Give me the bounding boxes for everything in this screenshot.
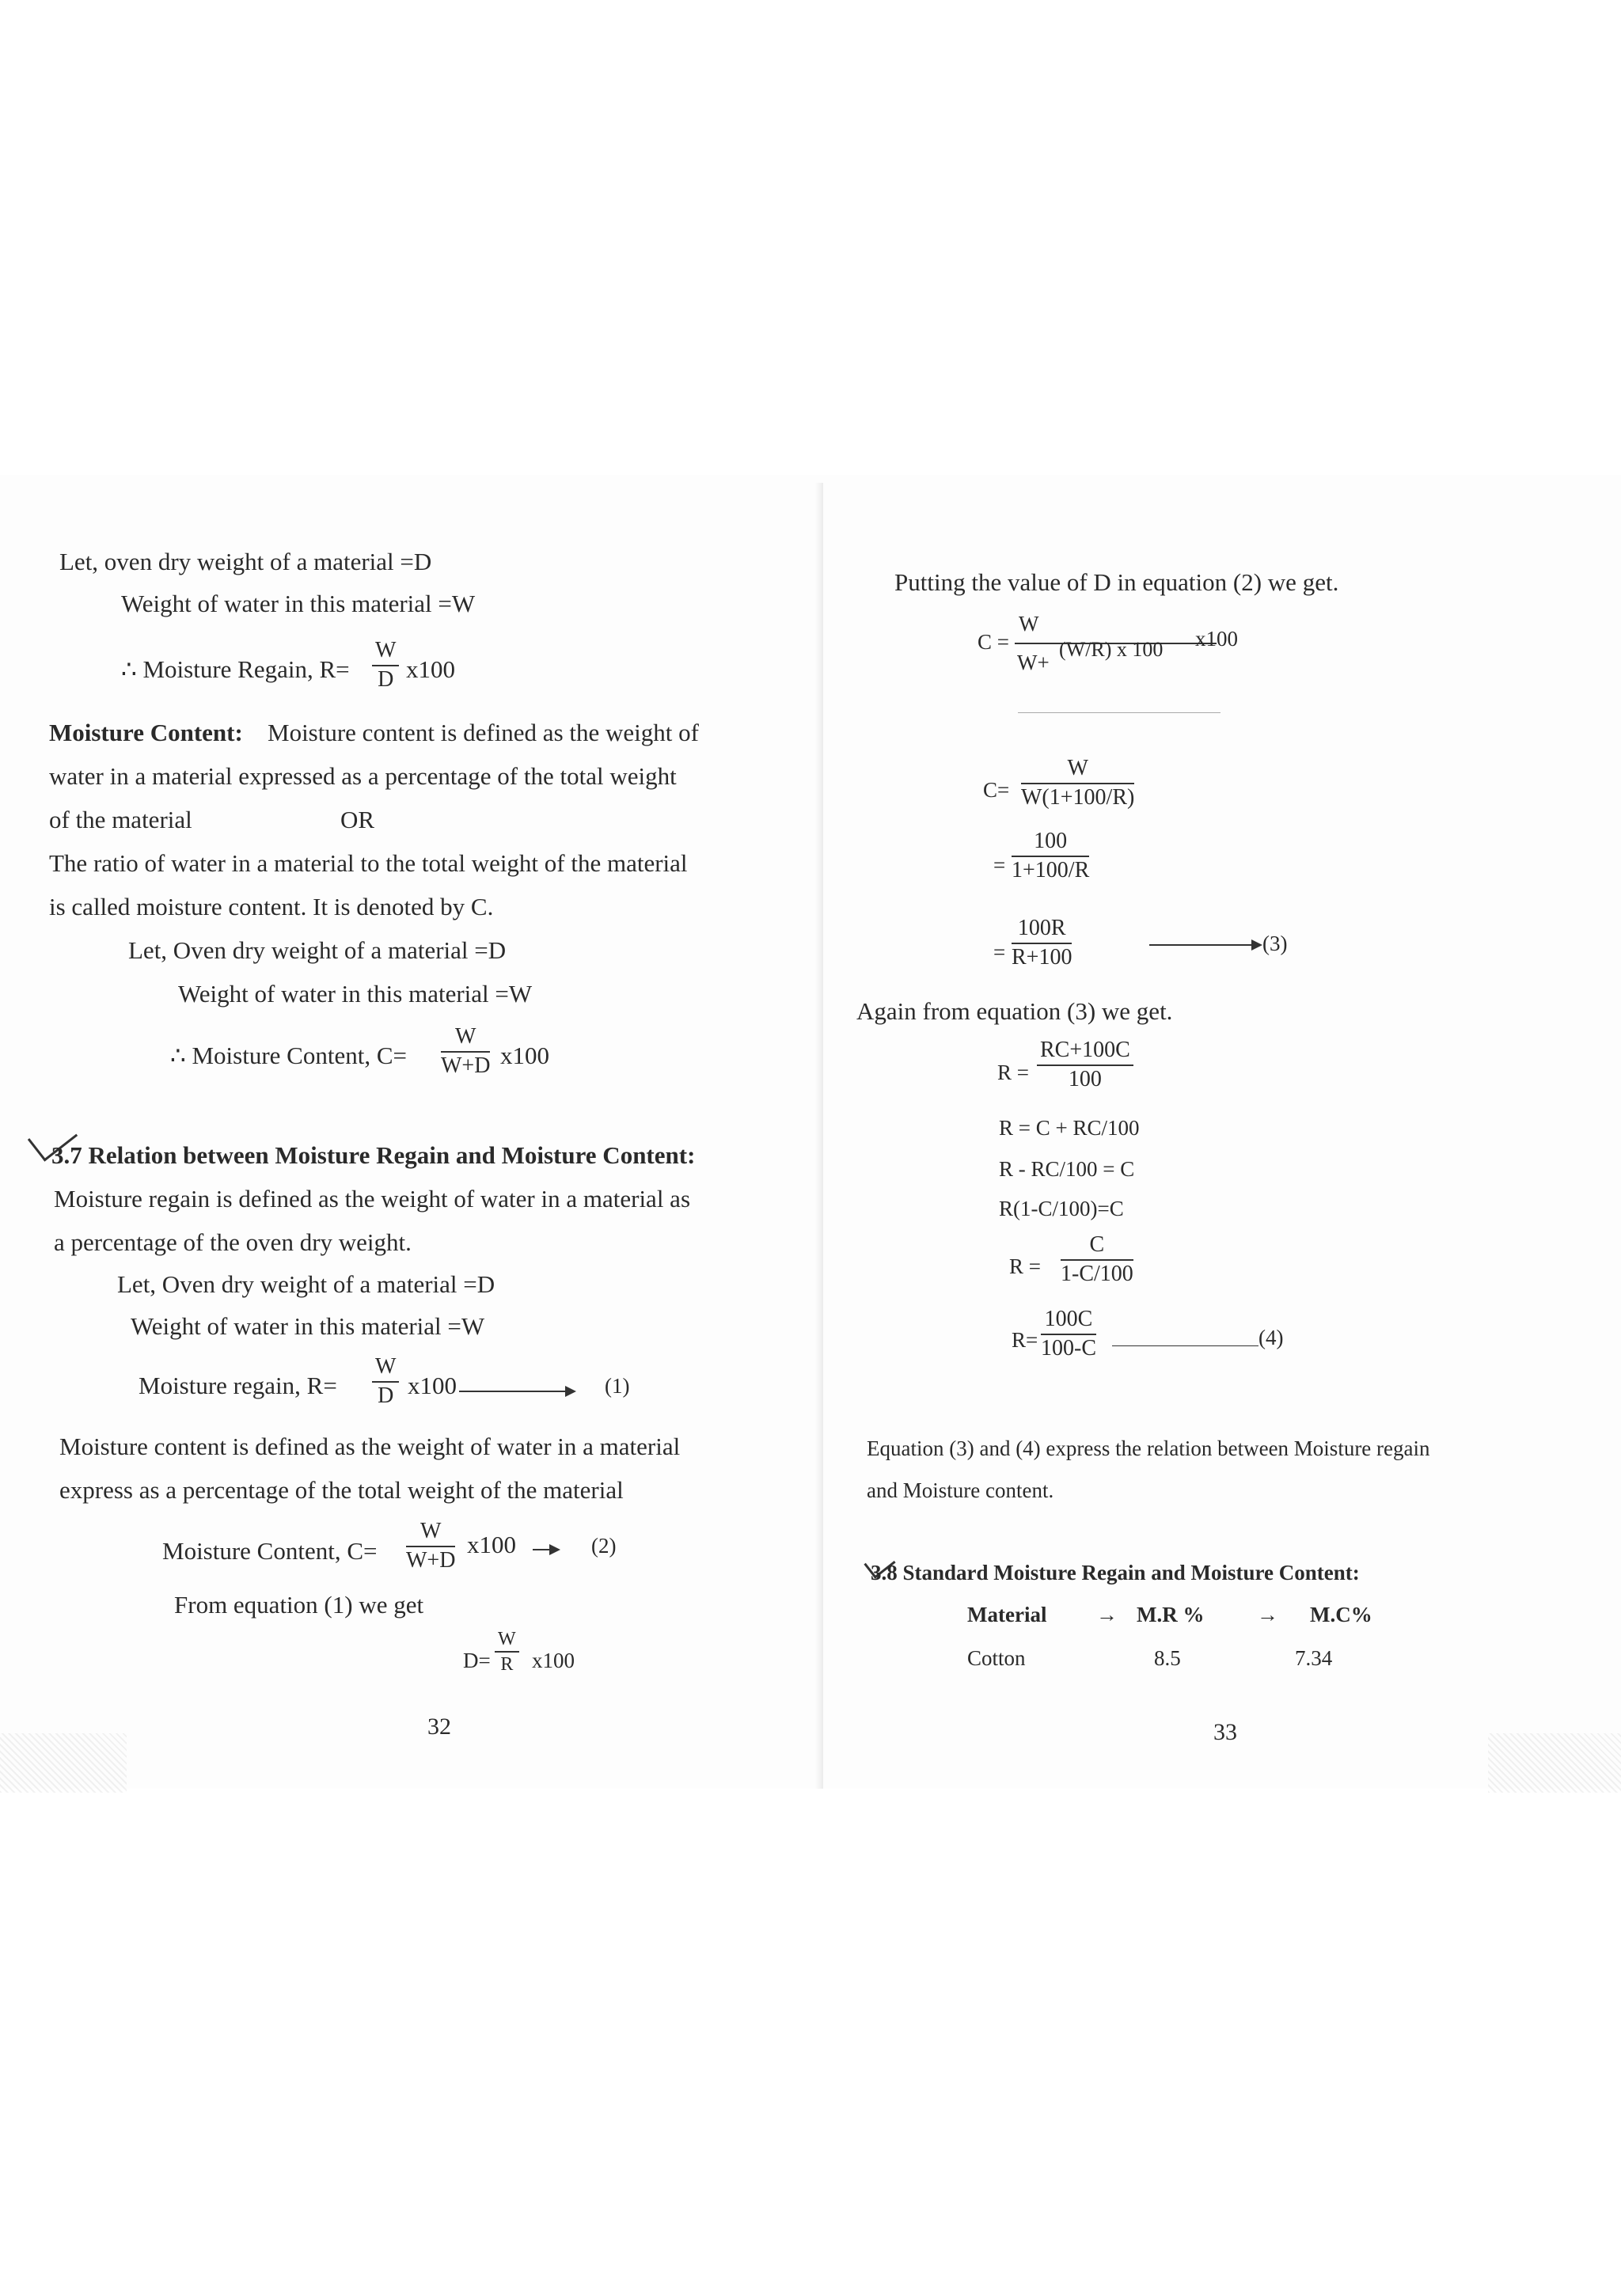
r-equation-fraction [1041,1307,1096,1361]
r-equation-fraction [1061,1233,1133,1287]
text-line: and Moisture content. [867,1478,1054,1502]
multiplier: x100 [532,1649,575,1672]
moisture-regain-fraction [372,639,399,693]
multiplier: x100 [406,655,455,683]
c-denominator-inner [1059,637,1163,662]
left-page [0,475,823,1789]
text-line: Weight of water in this material =W [178,980,533,1008]
page-number: 32 [427,1713,451,1740]
text-line: Let, Oven dry weight of a material =D [117,1270,495,1298]
arrow-right-icon [1149,944,1260,946]
arrow-icon: → [1257,1603,1278,1626]
equation-2-label: Moisture Content, C= [162,1537,378,1565]
arrow-right-icon [533,1549,558,1550]
equation-1-fraction [372,1355,399,1409]
denominator: 1-C/100 [1061,1261,1133,1286]
c-denominator-part: W+ [1017,651,1050,674]
leader-line [1112,1345,1258,1346]
text-line: Let, oven dry weight of a material =D [59,548,432,575]
denominator: R [500,1654,514,1676]
denominator: W+D [406,1547,456,1573]
denominator: W(1+100/R) [1021,784,1135,810]
numerator: W [1021,757,1134,784]
text-line: a percentage of the oven dry weight. [54,1228,412,1256]
equation-line: R - RC/100 = C [999,1157,1135,1181]
text-line: Weight of water in this material =W [121,590,476,617]
text-line: Putting the value of D in equation (2) we get. [894,568,1339,596]
text-line: is called moisture content. It is denoted by C. [49,893,494,920]
denominator: W+D [441,1053,491,1078]
equation-tag: (2) [591,1534,617,1558]
denominator: R+100 [1012,944,1072,970]
moisture-content-label: ∴ Moisture Content, C= [170,1042,407,1069]
equation-line: R(1-C/100)=C [999,1197,1124,1220]
d-equation-label: D= [463,1649,491,1672]
text-line: Equation (3) and (4) express the relation between Moisture regain [867,1436,1430,1460]
numerator: W [372,1355,399,1383]
denominator: D [378,666,394,692]
numerator: C [1061,1233,1133,1261]
numerator: W [441,1025,490,1053]
text-line: Let, Oven dry weight of a material =D [128,936,507,964]
denominator: 1+100/R [1012,857,1090,882]
section-title: 3.7 Relation between Moisture Regain and Moisture Content: [51,1141,696,1169]
scan-noise [0,1733,127,1793]
numerator: 100 [1012,829,1089,857]
equation-1-label: Moisture regain, R= [139,1372,337,1399]
inner-fraction-text: (W/R) x 100 [1059,638,1164,661]
equation-line: R = C + RC/100 [999,1116,1140,1140]
equals-sign: = [993,853,1006,877]
equation-tag: (4) [1258,1326,1284,1349]
equals-sign: = [993,940,1006,964]
denominator: D [378,1383,394,1408]
text-line: of the material [49,806,192,833]
text-line: express as a percentage of the total weight of the material [59,1476,624,1504]
c-equation-fraction [1012,829,1089,883]
text-line: water in a material expressed as a percentage of the total weight [49,762,677,790]
multiplier: x100 [500,1042,549,1069]
numerator: W [372,639,399,666]
multiplier: x100 [408,1372,457,1399]
text-line: Weight of water in this material =W [131,1312,485,1340]
numerator: 100C [1041,1307,1096,1335]
c-equation-label: C= [983,778,1010,802]
numerator: RC+100C [1037,1038,1133,1066]
denominator: 100 [1068,1066,1102,1091]
section-heading: Moisture Content: [49,719,243,746]
c-equation-fraction [1012,917,1072,970]
c-equation-label: C = [978,630,1009,654]
arrow-right-icon [459,1391,574,1392]
table-cell-mc: 7.34 [1295,1646,1333,1670]
text-line: Moisture content is defined as the weight of water in a material [59,1433,681,1460]
text-line: Moisture content is defined as the weight of [268,719,699,746]
table-cell-material: Cotton [967,1646,1026,1670]
numerator: W [495,1629,519,1653]
arrow-icon: → [1096,1603,1118,1626]
table-cell-mr: 8.5 [1154,1646,1181,1670]
equation-tag: (3) [1262,932,1288,955]
c-equation-fraction [1021,757,1134,810]
table-header-material: Material [967,1603,1047,1626]
numerator: W [406,1520,455,1547]
divider-line [1018,712,1220,713]
r-equation-label: R= [1012,1328,1038,1352]
text-line: Moisture regain is defined as the weight of water in a material as [54,1185,691,1213]
page-number: 33 [1213,1719,1237,1745]
d-equation-fraction [495,1629,519,1676]
c-numerator: W [1019,612,1039,636]
text-line: The ratio of water in a material to the total weight of the material [49,849,688,877]
r-equation-fraction [1037,1038,1133,1092]
denominator: 100-C [1041,1335,1096,1361]
table-header-mc: M.C% [1310,1603,1372,1626]
multiplier: x100 [1195,627,1238,651]
equation-tag: (1) [605,1374,630,1398]
moisture-regain-label: ∴ Moisture Regain, R= [121,655,350,683]
text-line: From equation (1) we get [174,1591,424,1619]
scan-noise [1488,1733,1621,1793]
r-equation-label: R = [1009,1254,1041,1278]
multiplier: x100 [467,1531,516,1558]
table-header-mr: M.R % [1137,1603,1205,1626]
r-equation-label: R = [997,1061,1029,1084]
moisture-content-fraction [441,1025,490,1079]
right-page [823,475,1621,1789]
text-line: Again from equation (3) we get. [856,997,1173,1025]
section-title: 3.8 Standard Moisture Regain and Moisture Content: [871,1561,1360,1584]
equation-2-fraction [406,1520,455,1573]
numerator: 100R [1012,917,1072,944]
or-text: OR [340,806,375,833]
